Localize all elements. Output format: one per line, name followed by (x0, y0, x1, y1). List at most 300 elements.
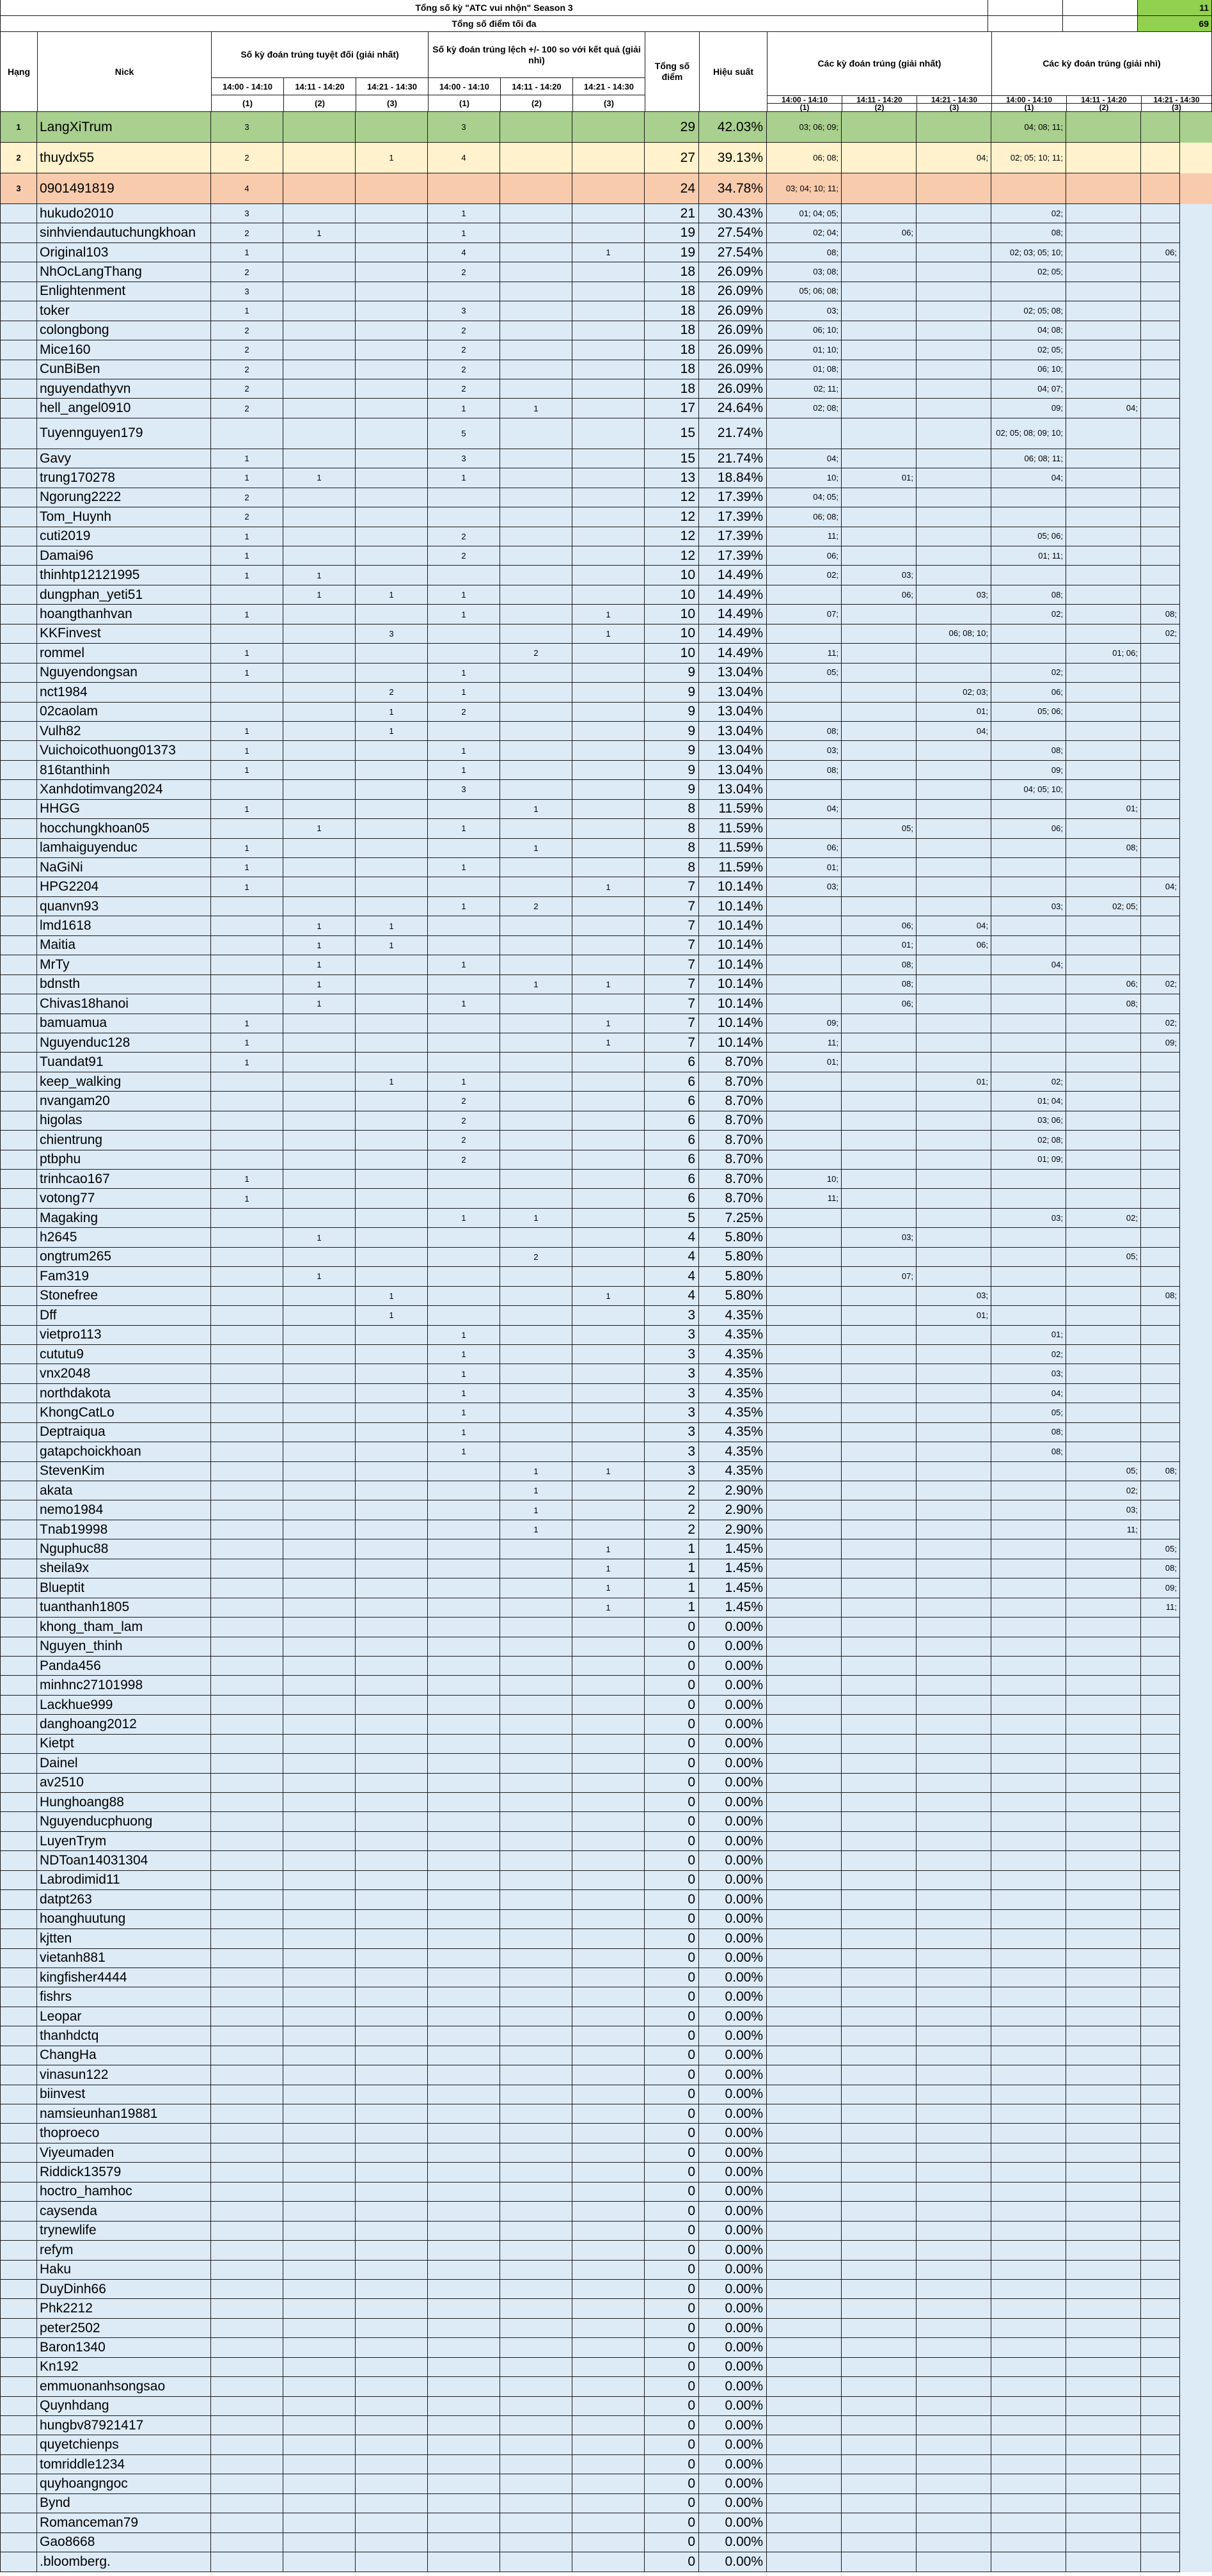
first-prize-count-cell[interactable] (211, 2202, 283, 2221)
efficiency-cell[interactable]: 27.54% (699, 223, 767, 242)
first-prize-rounds-cell[interactable] (842, 1539, 917, 1559)
nick-cell[interactable]: colongbong (37, 321, 211, 340)
second-prize-rounds-cell[interactable] (991, 1189, 1066, 1208)
first-prize-count-cell[interactable] (283, 340, 356, 360)
second-prize-count-cell[interactable] (500, 2513, 572, 2532)
table-row[interactable] (0, 955, 1212, 974)
first-prize-rounds-cell[interactable] (842, 262, 917, 282)
second-prize-rounds-cell[interactable] (1141, 527, 1180, 546)
first-prize-rounds-cell[interactable] (842, 1910, 917, 1929)
first-prize-rounds-cell[interactable] (842, 1403, 917, 1422)
efficiency-cell[interactable]: 0.00% (699, 1851, 767, 1870)
second-prize-count-cell[interactable] (428, 2222, 500, 2241)
second-prize-rounds-cell[interactable] (1141, 1072, 1180, 1092)
efficiency-cell[interactable]: 0.00% (699, 2202, 767, 2221)
second-prize-count-cell[interactable]: 1 (428, 1364, 500, 1383)
first-prize-rounds-cell[interactable] (917, 243, 991, 262)
first-prize-count-cell[interactable]: 1 (283, 936, 356, 955)
efficiency-cell[interactable]: 0.00% (699, 2533, 767, 2552)
rank-cell[interactable] (0, 1520, 37, 1539)
second-prize-count-cell[interactable] (572, 2338, 645, 2357)
first-prize-rounds-cell[interactable] (917, 1326, 991, 1345)
first-prize-count-cell[interactable] (356, 897, 428, 916)
table-row[interactable] (0, 2202, 1212, 2221)
first-prize-count-cell[interactable] (283, 1559, 356, 1578)
table-row[interactable] (0, 1053, 1212, 1072)
second-prize-count-cell[interactable] (428, 1793, 500, 1812)
second-prize-count-cell[interactable] (500, 2202, 572, 2221)
first-prize-rounds-cell[interactable] (917, 897, 991, 916)
first-prize-rounds-cell[interactable] (767, 664, 842, 683)
table-row[interactable] (0, 2124, 1212, 2143)
table-row[interactable] (0, 1832, 1212, 1851)
first-prize-count-cell[interactable] (211, 1481, 283, 1500)
efficiency-cell[interactable]: 0.00% (699, 2358, 767, 2377)
first-prize-rounds-cell[interactable] (767, 418, 842, 449)
first-prize-rounds-cell[interactable] (917, 1228, 991, 1247)
second-prize-rounds-cell[interactable] (1141, 173, 1180, 204)
second-prize-rounds-cell[interactable] (991, 2299, 1066, 2318)
rank-cell[interactable] (0, 936, 37, 955)
first-prize-rounds-cell[interactable] (917, 1248, 991, 1267)
first-prize-rounds-cell[interactable] (842, 321, 917, 340)
first-prize-count-cell[interactable]: 1 (211, 858, 283, 877)
second-prize-count-cell[interactable] (500, 2552, 572, 2572)
second-prize-count-cell[interactable] (572, 1793, 645, 1812)
total-score-cell[interactable]: 6 (645, 1111, 699, 1131)
first-prize-rounds-cell[interactable] (917, 1072, 991, 1092)
second-prize-count-cell[interactable] (572, 2202, 645, 2221)
first-prize-rounds-cell[interactable] (842, 916, 917, 935)
efficiency-cell[interactable]: 0.00% (699, 2435, 767, 2454)
first-prize-count-cell[interactable] (283, 1754, 356, 1773)
first-prize-count-cell[interactable] (283, 1033, 356, 1053)
second-prize-count-cell[interactable] (572, 2397, 645, 2416)
rank-cell[interactable] (0, 1228, 37, 1247)
total-score-cell[interactable]: 0 (645, 2065, 699, 2085)
first-prize-count-cell[interactable]: 1 (211, 664, 283, 683)
nick-cell[interactable]: ptbphu (37, 1150, 211, 1170)
second-prize-rounds-cell[interactable] (1066, 1228, 1141, 1247)
efficiency-cell[interactable]: 0.00% (699, 1676, 767, 1695)
first-prize-rounds-cell[interactable] (767, 585, 842, 605)
first-prize-rounds-cell[interactable] (917, 2474, 991, 2493)
header-total[interactable]: Tổng số điểm (645, 32, 700, 112)
second-prize-rounds-cell[interactable] (991, 1014, 1066, 1033)
total-score-cell[interactable]: 9 (645, 741, 699, 760)
nick-cell[interactable]: StevenKim (37, 1462, 211, 1481)
second-prize-rounds-cell[interactable] (1066, 2261, 1141, 2280)
total-score-cell[interactable]: 0 (645, 1968, 699, 1987)
second-prize-count-cell[interactable] (500, 1033, 572, 1053)
table-row[interactable] (0, 321, 1212, 340)
second-prize-rounds-cell[interactable] (991, 1228, 1066, 1247)
first-prize-rounds-cell[interactable] (842, 2435, 917, 2454)
first-prize-rounds-cell[interactable] (842, 527, 917, 546)
first-prize-count-cell[interactable] (356, 1462, 428, 1481)
total-score-cell[interactable]: 18 (645, 360, 699, 379)
second-prize-count-cell[interactable] (572, 2026, 645, 2046)
first-prize-rounds-cell[interactable] (842, 1111, 917, 1131)
first-prize-count-cell[interactable] (356, 204, 428, 223)
first-prize-rounds-cell[interactable] (842, 1287, 917, 1306)
total-score-cell[interactable]: 0 (645, 1832, 699, 1851)
first-prize-rounds-cell[interactable] (842, 1812, 917, 1831)
first-prize-count-cell[interactable] (283, 741, 356, 760)
first-prize-count-cell[interactable] (283, 1774, 356, 1793)
second-prize-rounds-cell[interactable] (991, 143, 1066, 173)
nick-cell[interactable]: thuydx55 (37, 143, 211, 173)
first-prize-count-cell[interactable] (356, 1345, 428, 1364)
second-prize-count-cell[interactable] (500, 1228, 572, 1247)
second-prize-rounds-cell[interactable] (1066, 800, 1141, 819)
first-prize-rounds-cell[interactable] (767, 1987, 842, 2007)
second-prize-rounds-cell[interactable] (991, 418, 1066, 449)
second-prize-rounds-cell[interactable] (991, 223, 1066, 242)
first-prize-count-cell[interactable] (211, 1423, 283, 1442)
first-prize-count-cell[interactable] (356, 340, 428, 360)
summary-subtitle[interactable]: Tổng số điểm tối đa (0, 16, 988, 32)
first-prize-rounds-cell[interactable] (917, 1131, 991, 1150)
first-prize-rounds-cell[interactable] (917, 2455, 991, 2474)
first-prize-count-cell[interactable] (283, 321, 356, 340)
first-prize-rounds-cell[interactable] (842, 2182, 917, 2202)
first-prize-count-cell[interactable]: 4 (211, 173, 283, 204)
second-prize-rounds-cell[interactable] (1141, 1150, 1180, 1170)
first-prize-count-cell[interactable] (283, 605, 356, 624)
first-prize-count-cell[interactable] (356, 321, 428, 340)
second-prize-count-cell[interactable] (572, 2435, 645, 2454)
second-prize-rounds-cell[interactable] (1066, 2026, 1141, 2046)
second-prize-count-cell[interactable] (572, 1481, 645, 1500)
second-prize-count-cell[interactable] (500, 2182, 572, 2202)
first-prize-count-cell[interactable] (356, 1053, 428, 1072)
first-prize-count-cell[interactable]: 1 (283, 468, 356, 488)
first-prize-count-cell[interactable] (283, 1403, 356, 1422)
first-prize-count-cell[interactable] (211, 2222, 283, 2241)
table-row[interactable] (0, 975, 1212, 994)
rank-cell[interactable] (0, 1754, 37, 1773)
first-prize-rounds-cell[interactable] (767, 1793, 842, 1812)
header-time-3[interactable]: 14:21 - 14:30 (356, 78, 429, 95)
total-score-cell[interactable]: 7 (645, 955, 699, 974)
second-prize-count-cell[interactable] (500, 2085, 572, 2104)
efficiency-cell[interactable]: 0.00% (699, 2397, 767, 2416)
second-prize-rounds-cell[interactable] (991, 1910, 1066, 1929)
first-prize-count-cell[interactable] (356, 2202, 428, 2221)
second-prize-rounds-cell[interactable] (1066, 741, 1141, 760)
first-prize-rounds-cell[interactable] (842, 399, 917, 418)
second-prize-rounds-cell[interactable] (991, 1987, 1066, 2007)
second-prize-rounds-cell[interactable] (1141, 2163, 1180, 2182)
efficiency-cell[interactable]: 8.70% (699, 1092, 767, 1111)
rank-cell[interactable] (0, 780, 37, 799)
rank-cell[interactable] (0, 1462, 37, 1481)
second-prize-count-cell[interactable] (572, 2065, 645, 2085)
second-prize-rounds-cell[interactable] (1141, 1189, 1180, 1208)
second-prize-count-cell[interactable] (500, 340, 572, 360)
first-prize-rounds-cell[interactable] (842, 2474, 917, 2493)
first-prize-count-cell[interactable] (356, 644, 428, 663)
total-score-cell[interactable]: 9 (645, 761, 699, 780)
rank-cell[interactable] (0, 1832, 37, 1851)
header-num-3[interactable]: (3) (356, 95, 429, 112)
rank-cell[interactable] (0, 800, 37, 819)
total-score-cell[interactable]: 0 (645, 2474, 699, 2493)
first-prize-count-cell[interactable] (283, 2338, 356, 2357)
first-prize-count-cell[interactable]: 1 (211, 1189, 283, 1208)
table-row[interactable] (0, 741, 1212, 760)
table-row[interactable] (0, 566, 1212, 585)
second-prize-count-cell[interactable] (572, 2533, 645, 2552)
first-prize-count-cell[interactable]: 1 (356, 916, 428, 935)
first-prize-rounds-cell[interactable] (842, 1423, 917, 1442)
first-prize-count-cell[interactable] (356, 1481, 428, 1500)
first-prize-rounds-cell[interactable] (842, 468, 917, 488)
second-prize-rounds-cell[interactable] (1066, 282, 1141, 301)
efficiency-cell[interactable]: 26.09% (699, 360, 767, 379)
first-prize-rounds-cell[interactable] (767, 2241, 842, 2260)
second-prize-rounds-cell[interactable] (991, 112, 1066, 143)
nick-cell[interactable]: NaGiNi (37, 858, 211, 877)
first-prize-rounds-cell[interactable] (767, 1150, 842, 1170)
first-prize-rounds-cell[interactable] (842, 2143, 917, 2163)
first-prize-rounds-cell[interactable] (767, 877, 842, 896)
first-prize-count-cell[interactable] (283, 204, 356, 223)
total-score-cell[interactable]: 6 (645, 1189, 699, 1208)
first-prize-count-cell[interactable] (211, 1812, 283, 1831)
first-prize-rounds-cell[interactable] (917, 379, 991, 399)
first-prize-rounds-cell[interactable] (767, 2046, 842, 2065)
second-prize-rounds-cell[interactable] (991, 1890, 1066, 1909)
first-prize-count-cell[interactable] (211, 1520, 283, 1539)
second-prize-rounds-cell[interactable] (991, 1929, 1066, 1948)
rank-cell[interactable] (0, 2280, 37, 2299)
total-score-cell[interactable]: 6 (645, 1092, 699, 1111)
second-prize-rounds-cell[interactable] (1066, 2552, 1141, 2572)
header-group-second-rounds[interactable]: Các kỳ đoán trúng (giải nhì) (992, 32, 1212, 96)
second-prize-rounds-cell[interactable] (1141, 1345, 1180, 1364)
second-prize-rounds-cell[interactable] (1066, 1774, 1141, 1793)
table-row[interactable] (0, 761, 1212, 780)
efficiency-cell[interactable]: 8.70% (699, 1189, 767, 1208)
first-prize-rounds-cell[interactable] (842, 1248, 917, 1267)
first-prize-count-cell[interactable] (356, 2416, 428, 2435)
second-prize-rounds-cell[interactable] (991, 360, 1066, 379)
first-prize-rounds-cell[interactable] (917, 1189, 991, 1208)
second-prize-count-cell[interactable] (500, 2241, 572, 2260)
header-num-1[interactable]: (1) (992, 104, 1067, 112)
second-prize-rounds-cell[interactable] (1066, 2299, 1141, 2318)
first-prize-rounds-cell[interactable] (767, 994, 842, 1014)
rank-cell[interactable] (0, 1403, 37, 1422)
second-prize-count-cell[interactable] (572, 2377, 645, 2396)
second-prize-rounds-cell[interactable] (991, 2513, 1066, 2532)
first-prize-count-cell[interactable] (283, 418, 356, 449)
first-prize-rounds-cell[interactable] (842, 1364, 917, 1383)
first-prize-count-cell[interactable] (356, 1170, 428, 1189)
rank-cell[interactable] (0, 379, 37, 399)
first-prize-rounds-cell[interactable] (917, 2163, 991, 2182)
second-prize-count-cell[interactable] (572, 2007, 645, 2026)
second-prize-count-cell[interactable] (572, 379, 645, 399)
table-row[interactable] (0, 605, 1212, 624)
first-prize-rounds-cell[interactable] (767, 2280, 842, 2299)
total-score-cell[interactable]: 0 (645, 2533, 699, 2552)
second-prize-count-cell[interactable] (572, 1910, 645, 1929)
second-prize-rounds-cell[interactable] (991, 2435, 1066, 2454)
first-prize-rounds-cell[interactable] (767, 2319, 842, 2338)
second-prize-count-cell[interactable] (500, 243, 572, 262)
rank-cell[interactable] (0, 2085, 37, 2104)
second-prize-count-cell[interactable] (500, 2007, 572, 2026)
second-prize-count-cell[interactable] (572, 1364, 645, 1383)
second-prize-rounds-cell[interactable] (1066, 1929, 1141, 1948)
second-prize-count-cell[interactable] (500, 1131, 572, 1150)
table-row[interactable] (0, 800, 1212, 819)
first-prize-count-cell[interactable]: 1 (211, 527, 283, 546)
efficiency-cell[interactable]: 26.09% (699, 301, 767, 321)
first-prize-count-cell[interactable] (356, 1774, 428, 1793)
table-row[interactable] (0, 916, 1212, 935)
second-prize-rounds-cell[interactable] (1066, 1578, 1141, 1598)
header-time-2[interactable]: 14:11 - 14:20 (842, 96, 917, 104)
nick-cell[interactable]: cututu9 (37, 1345, 211, 1364)
second-prize-rounds-cell[interactable] (991, 2474, 1066, 2493)
second-prize-count-cell[interactable] (428, 2241, 500, 2260)
second-prize-rounds-cell[interactable] (1141, 1267, 1180, 1286)
efficiency-cell[interactable]: 0.00% (699, 1871, 767, 1890)
first-prize-rounds-cell[interactable] (917, 1033, 991, 1053)
header-num-2[interactable]: (2) (1067, 104, 1142, 112)
second-prize-rounds-cell[interactable] (1141, 1170, 1180, 1189)
second-prize-rounds-cell[interactable] (991, 2280, 1066, 2299)
first-prize-count-cell[interactable] (356, 418, 428, 449)
second-prize-rounds-cell[interactable] (1141, 877, 1180, 896)
second-prize-rounds-cell[interactable] (1141, 1092, 1180, 1111)
first-prize-count-cell[interactable] (283, 1442, 356, 1461)
second-prize-rounds-cell[interactable] (1066, 703, 1141, 722)
table-row[interactable] (0, 1696, 1212, 1715)
rank-cell[interactable] (0, 2397, 37, 2416)
second-prize-count-cell[interactable] (428, 1559, 500, 1578)
total-score-cell[interactable]: 7 (645, 975, 699, 994)
second-prize-rounds-cell[interactable] (991, 1735, 1066, 1754)
first-prize-rounds-cell[interactable] (767, 1209, 842, 1228)
second-prize-count-cell[interactable] (572, 1949, 645, 1968)
nick-cell[interactable]: sinhviendautuchungkhoan (37, 223, 211, 242)
first-prize-count-cell[interactable] (356, 468, 428, 488)
second-prize-rounds-cell[interactable] (1066, 1248, 1141, 1267)
nick-cell[interactable]: Leopar (37, 2007, 211, 2026)
second-prize-rounds-cell[interactable] (991, 1170, 1066, 1189)
second-prize-count-cell[interactable] (500, 624, 572, 644)
second-prize-count-cell[interactable] (572, 223, 645, 242)
efficiency-cell[interactable]: 0.00% (699, 1949, 767, 1968)
rank-cell[interactable] (0, 1287, 37, 1306)
first-prize-rounds-cell[interactable] (767, 1111, 842, 1131)
first-prize-count-cell[interactable] (211, 1578, 283, 1598)
rank-cell[interactable] (0, 2261, 37, 2280)
second-prize-rounds-cell[interactable] (1141, 1851, 1180, 1870)
second-prize-rounds-cell[interactable] (1141, 546, 1180, 566)
first-prize-rounds-cell[interactable] (767, 1715, 842, 1734)
total-score-cell[interactable]: 19 (645, 223, 699, 242)
total-score-cell[interactable]: 6 (645, 1131, 699, 1150)
nick-cell[interactable]: nct1984 (37, 683, 211, 702)
first-prize-count-cell[interactable] (356, 379, 428, 399)
efficiency-cell[interactable]: 8.70% (699, 1111, 767, 1131)
table-row[interactable] (0, 1890, 1212, 1909)
nick-cell[interactable]: quanvn93 (37, 897, 211, 916)
first-prize-count-cell[interactable] (356, 839, 428, 858)
first-prize-rounds-cell[interactable] (842, 301, 917, 321)
total-score-cell[interactable]: 0 (645, 2241, 699, 2260)
rank-cell[interactable] (0, 1618, 37, 1637)
first-prize-rounds-cell[interactable] (842, 1170, 917, 1189)
second-prize-rounds-cell[interactable] (991, 2455, 1066, 2474)
second-prize-rounds-cell[interactable] (1141, 1793, 1180, 1812)
second-prize-rounds-cell[interactable] (1141, 1735, 1180, 1754)
second-prize-count-cell[interactable] (500, 936, 572, 955)
second-prize-count-cell[interactable] (500, 1364, 572, 1383)
total-score-cell[interactable]: 0 (645, 1871, 699, 1890)
table-row[interactable] (0, 2163, 1212, 2182)
first-prize-count-cell[interactable] (283, 1111, 356, 1131)
total-score-cell[interactable]: 8 (645, 800, 699, 819)
efficiency-cell[interactable]: 0.00% (699, 1987, 767, 2007)
second-prize-count-cell[interactable]: 1 (500, 1500, 572, 1520)
first-prize-rounds-cell[interactable] (842, 1735, 917, 1754)
second-prize-rounds-cell[interactable] (991, 624, 1066, 644)
second-prize-count-cell[interactable] (500, 1637, 572, 1657)
second-prize-count-cell[interactable] (572, 585, 645, 605)
first-prize-count-cell[interactable] (356, 1014, 428, 1033)
second-prize-count-cell[interactable] (572, 664, 645, 683)
first-prize-count-cell[interactable] (211, 1442, 283, 1461)
header-num-1[interactable]: (1) (212, 95, 284, 112)
second-prize-rounds-cell[interactable] (991, 2222, 1066, 2241)
first-prize-rounds-cell[interactable] (917, 1442, 991, 1461)
second-prize-rounds-cell[interactable] (1066, 488, 1141, 507)
second-prize-count-cell[interactable]: 2 (428, 1150, 500, 1170)
efficiency-cell[interactable]: 10.14% (699, 877, 767, 896)
second-prize-count-cell[interactable]: 2 (500, 644, 572, 663)
second-prize-count-cell[interactable] (572, 449, 645, 468)
total-score-cell[interactable]: 0 (645, 1949, 699, 1968)
first-prize-rounds-cell[interactable] (917, 1696, 991, 1715)
second-prize-rounds-cell[interactable] (991, 2143, 1066, 2163)
total-score-cell[interactable]: 0 (645, 2163, 699, 2182)
second-prize-rounds-cell[interactable] (991, 2377, 1066, 2396)
second-prize-count-cell[interactable] (572, 204, 645, 223)
first-prize-rounds-cell[interactable] (767, 2416, 842, 2435)
second-prize-rounds-cell[interactable] (991, 2104, 1066, 2124)
second-prize-count-cell[interactable] (428, 1248, 500, 1267)
table-row[interactable] (0, 2533, 1212, 2552)
nick-cell[interactable]: danghoang2012 (37, 1715, 211, 1734)
table-row[interactable] (0, 1559, 1212, 1578)
first-prize-count-cell[interactable] (356, 1403, 428, 1422)
second-prize-count-cell[interactable]: 1 (572, 1559, 645, 1578)
second-prize-rounds-cell[interactable] (1141, 243, 1180, 262)
nick-cell[interactable]: Magaking (37, 1209, 211, 1228)
nick-cell[interactable]: Bynd (37, 2494, 211, 2513)
first-prize-rounds-cell[interactable] (917, 1929, 991, 1948)
nick-cell[interactable]: 0901491819 (37, 173, 211, 204)
second-prize-count-cell[interactable] (428, 1735, 500, 1754)
second-prize-rounds-cell[interactable] (1066, 527, 1141, 546)
